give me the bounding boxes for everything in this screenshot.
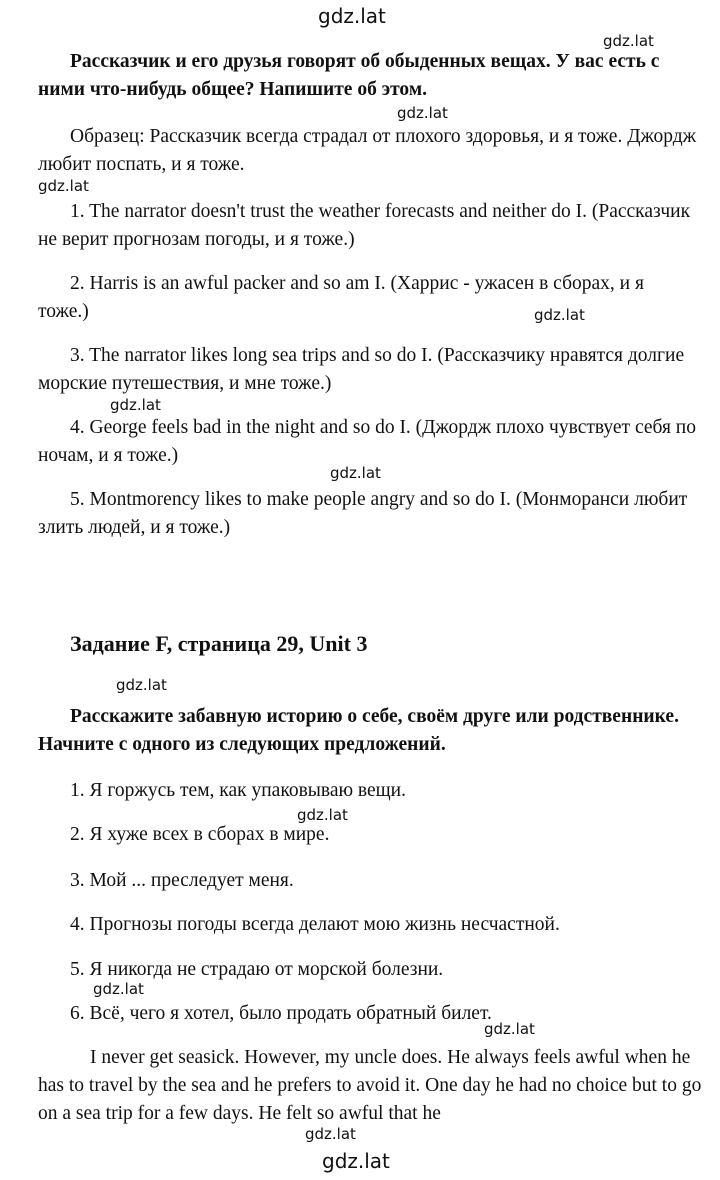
task-prompt: Рассказчик и его друзья говорят об обыденных вещах. У вас есть с ними что-нибудь общее? Напишите об этом. bbox=[38, 51, 660, 100]
watermark: gdz.lat bbox=[534, 306, 585, 324]
option-item: 6. Всё, чего я хотел, было продать обратный билет. bbox=[70, 1003, 492, 1024]
watermark: gdz.lat bbox=[93, 980, 144, 998]
option-item: 4. Прогнозы погоды всегда делают мою жизнь несчастной. bbox=[70, 914, 560, 935]
answer-item: 3. The narrator likes long sea trips and so do I. (Рассказчику нравятся долгие морские путешествия, и мне тоже.) bbox=[38, 345, 685, 394]
watermark: gdz.lat bbox=[305, 1125, 356, 1143]
story-text: I never get seasick. However, my uncle does. He always feels awful when he has to travel by the sea and he prefers to avoid it. One day he had no choice but to go on a sea trip for a few days. He felt so awful that he bbox=[38, 1047, 702, 1124]
watermark-top: gdz.lat bbox=[318, 4, 386, 28]
task-prompt: Расскажите забавную историю о себе, своём друге или родственнике. Начните с одного из следующих предложений. bbox=[38, 706, 679, 755]
watermark: gdz.lat bbox=[116, 676, 167, 694]
answer-item: 4. George feels bad in the night and so do I. (Джордж плохо чувствует себя по ночам, и я тоже.) bbox=[38, 417, 696, 466]
answer-item: 5. Montmorency likes to make people angry and so do I. (Монморанси любит злить людей, и я тоже.) bbox=[38, 489, 688, 538]
answer-item: 2. Harris is an awful packer and so am I. (Харрис - ужасен в сборах, и я тоже.) bbox=[38, 273, 644, 322]
watermark: gdz.lat bbox=[397, 104, 448, 122]
watermark: gdz.lat bbox=[603, 32, 654, 50]
watermark: gdz.lat bbox=[330, 464, 381, 482]
watermark: gdz.lat bbox=[484, 1020, 535, 1038]
option-item: 3. Мой ... преследует меня. bbox=[70, 870, 294, 891]
watermark: gdz.lat bbox=[110, 396, 161, 414]
option-item: 5. Я никогда не страдаю от морской болезни. bbox=[70, 959, 444, 980]
watermark: gdz.lat bbox=[297, 806, 348, 824]
watermark-bottom: gdz.lat bbox=[322, 1149, 390, 1173]
sample-text: Образец: Рассказчик всегда страдал от плохого здоровья, и я тоже. Джордж любит поспать, и я тоже. bbox=[38, 126, 697, 175]
watermark: gdz.lat bbox=[38, 177, 89, 195]
answer-item: 1. The narrator doesn't trust the weather forecasts and neither do I. (Рассказчик не верит прогнозам погоды, и я тоже.) bbox=[38, 201, 691, 250]
option-item: 2. Я хуже всех в сборах в мире. bbox=[70, 824, 330, 845]
option-item: 1. Я горжусь тем, как упаковываю вещи. bbox=[70, 780, 406, 801]
section-heading: Задание F, страница 29, Unit 3 bbox=[70, 631, 368, 656]
